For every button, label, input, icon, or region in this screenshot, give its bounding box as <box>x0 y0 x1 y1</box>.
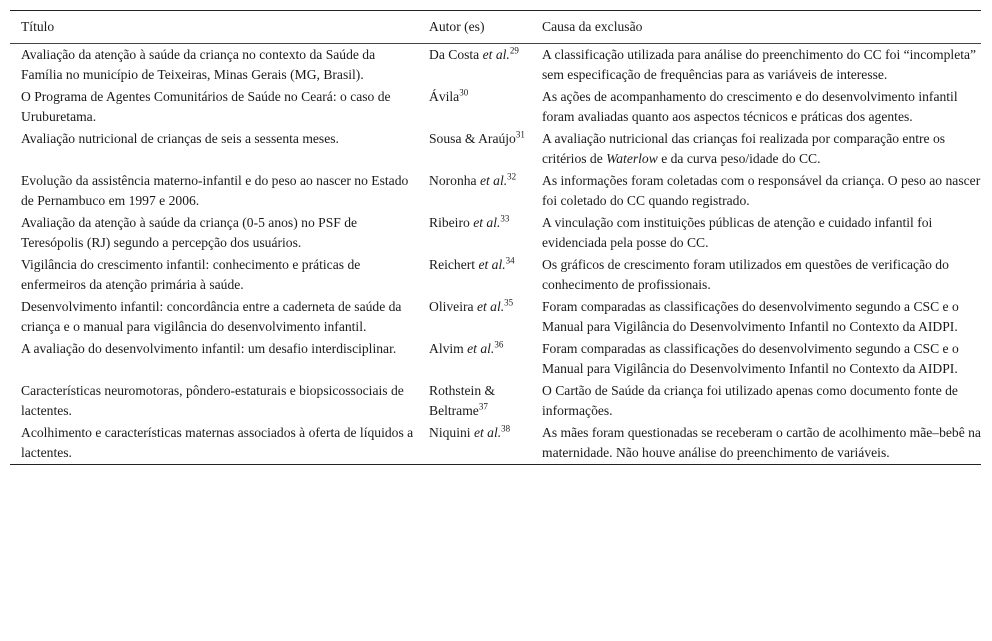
table-row <box>10 44 981 87</box>
cause-text: Foram comparadas as classificações do desenvolvimento segundo a CSC e o Manual para Vigilância do Desenvolvimento Infantil no Contexto da AIDPI. <box>542 341 959 376</box>
cause-text-end: e da curva peso/idade do CC. <box>657 151 821 166</box>
row-cause <box>531 380 981 422</box>
table-row <box>10 380 981 422</box>
reference-number: 37 <box>478 401 488 412</box>
exclusion-table <box>10 10 981 465</box>
row-author <box>418 86 531 128</box>
cause-text: A classificação utilizada para análise do preenchimento do CC foi “incompleta” sem especificação de frequências para as variáveis de interesse. <box>542 47 977 82</box>
author-name: Ribeiro <box>429 215 474 230</box>
author-name: Noronha <box>429 173 480 188</box>
row-title <box>10 422 418 465</box>
author-name: Da Costa <box>429 47 483 62</box>
cause-text: A vinculação com instituições públicas de atenção e cuidado infantil foi evidenciada pela posse do CC. <box>542 215 933 250</box>
row-cause <box>531 212 981 254</box>
row-cause <box>531 296 981 338</box>
row-title <box>10 86 418 128</box>
row-cause <box>531 422 981 465</box>
cause-text: A avaliação nutricional das crianças foi realizada por comparação entre os critérios de <box>542 131 946 166</box>
row-title-text: Avaliação da atenção à saúde da criança (0-5 anos) no PSF de Teresópolis (RJ) segundo a percepção dos usuários. <box>21 215 358 250</box>
cause-text: As informações foram coletadas com o responsável da criança. O peso ao nascer foi coletado do CC quando registrado. <box>542 173 981 208</box>
header-cause: Causa da exclusão <box>542 19 643 34</box>
reference-number: 31 <box>515 129 525 140</box>
row-author <box>418 422 531 465</box>
row-cause <box>531 44 981 87</box>
reference-number: 32 <box>507 171 517 182</box>
reference-number: 29 <box>509 45 519 56</box>
row-title-text: Características neuromotoras, pôndero-estaturais e biopsicossociais de lactentes. <box>21 383 404 418</box>
row-cause <box>531 86 981 128</box>
reference-number: 30 <box>459 87 469 98</box>
author-name: Ávila <box>429 89 460 104</box>
row-title <box>10 212 418 254</box>
table-header <box>10 11 981 44</box>
cause-text: Os gráficos de crescimento foram utilizados em questões de verificação do conhecimento de profissionais. <box>542 257 949 292</box>
row-cause <box>531 254 981 296</box>
row-title-text: A avaliação do desenvolvimento infantil: um desafio interdisciplinar. <box>21 341 397 356</box>
table-row <box>10 254 981 296</box>
cause-text: As ações de acompanhamento do crescimento e do desenvolvimento infantil foram avaliadas quanto aos aspectos técnicos e práticas dos agentes. <box>542 89 958 124</box>
reference-number: 38 <box>501 423 511 434</box>
exclusion-table-container <box>10 10 981 465</box>
row-title-text: Desenvolvimento infantil: concordância entre a caderneta de saúde da criança e o manual para vigilância do desenvolvimento infantil. <box>21 299 402 334</box>
row-author <box>418 128 531 170</box>
row-author <box>418 212 531 254</box>
row-cause <box>531 338 981 380</box>
header-title: Título <box>21 19 55 34</box>
row-title-text: Avaliação nutricional de crianças de seis a sessenta meses. <box>21 131 339 146</box>
row-title <box>10 170 418 212</box>
row-title <box>10 338 418 380</box>
row-title-text: Evolução da assistência materno-infantil e do peso ao nascer no Estado de Pernambuco em 1997 e 2006. <box>21 173 409 208</box>
author-et-al: et al. <box>482 47 510 62</box>
row-author <box>418 254 531 296</box>
table-row <box>10 128 981 170</box>
row-cause <box>531 128 981 170</box>
reference-number: 33 <box>500 213 510 224</box>
cause-italic-term: Waterlow <box>606 151 658 166</box>
reference-number: 34 <box>505 255 515 266</box>
row-author <box>418 296 531 338</box>
header-author: Autor (es) <box>429 19 485 34</box>
row-cause <box>531 170 981 212</box>
reference-number: 35 <box>504 297 514 308</box>
table-row <box>10 86 981 128</box>
author-et-al: et al. <box>476 299 505 314</box>
table-body <box>10 44 981 465</box>
cause-text: As mães foram questionadas se receberam o cartão de acolhimento mãe–bebê na maternidade. Não houve análise do preenchimento de variáveis. <box>542 425 981 460</box>
row-title <box>10 128 418 170</box>
row-title-text: Avaliação da atenção à saúde da criança no contexto da Saúde da Família no município de Teixeiras, Minas Gerais (MG, Brasil). <box>21 47 376 82</box>
table-row <box>10 296 981 338</box>
author-name: Oliveira <box>429 299 477 314</box>
author-name: Sousa & Araújo <box>429 131 516 146</box>
row-title-text: O Programa de Agentes Comunitários de Saúde no Ceará: o caso de Uruburetama. <box>21 89 391 124</box>
author-et-al: et al. <box>473 215 501 230</box>
author-et-al: et al. <box>478 257 506 272</box>
row-title-text: Acolhimento e características maternas associados à oferta de líquidos a lactentes. <box>21 425 414 460</box>
row-author <box>418 170 531 212</box>
author-et-al: et al. <box>479 173 508 188</box>
table-row <box>10 422 981 465</box>
row-title <box>10 44 418 87</box>
reference-number: 36 <box>494 339 504 350</box>
author-name: Alvim <box>429 341 468 356</box>
row-author <box>418 338 531 380</box>
row-author <box>418 44 531 87</box>
row-title <box>10 296 418 338</box>
row-author <box>418 380 531 422</box>
table-row <box>10 170 981 212</box>
author-name: Rothstein & Beltrame <box>429 383 496 418</box>
author-et-al: et al. <box>467 341 495 356</box>
author-name: Reichert <box>429 257 479 272</box>
table-row <box>10 212 981 254</box>
row-title-text: Vigilância do crescimento infantil: conhecimento e práticas de enfermeiros da atenção primária à saúde. <box>21 257 361 292</box>
row-title <box>10 380 418 422</box>
table-row <box>10 338 981 380</box>
cause-text: Foram comparadas as classificações do desenvolvimento segundo a CSC e o Manual para Vigilância do Desenvolvimento Infantil no Contexto da AIDPI. <box>542 299 959 334</box>
author-et-al: et al. <box>473 425 502 440</box>
row-title <box>10 254 418 296</box>
cause-text: O Cartão de Saúde da criança foi utilizado apenas como documento fonte de informações. <box>542 383 958 418</box>
author-name: Niquini <box>429 425 474 440</box>
header-row <box>10 11 981 44</box>
